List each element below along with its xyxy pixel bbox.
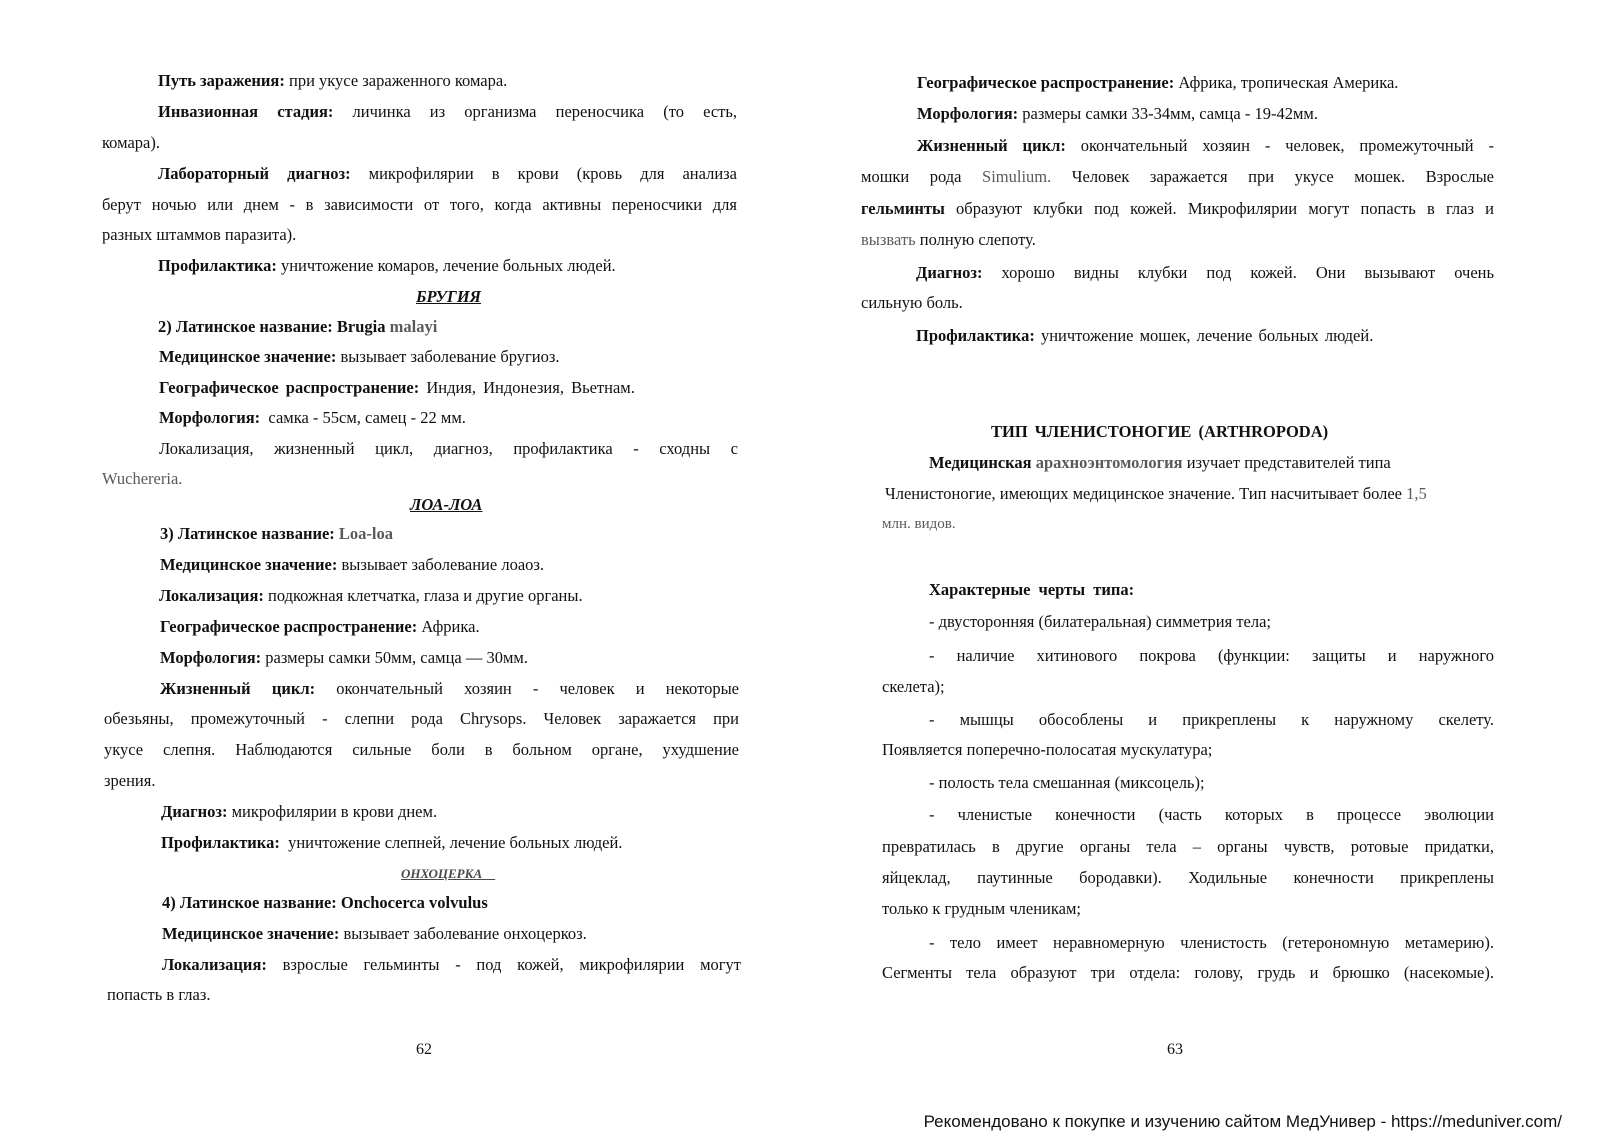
oncho-morph: Морфология: размеры самки 33-34мм, самца - 19-42мм. [917, 104, 1318, 123]
loa-latin-name: 3) Латинское название: Loa-loa [160, 524, 394, 543]
loa-localization: Локализация: подкожная клетчатка, глаза и другие органы. [159, 586, 583, 605]
features-title: Характерные черты типа: [929, 580, 1135, 599]
right-page [800, 0, 1600, 1100]
loa-cycle-cont3: зрения. [104, 771, 156, 790]
oncho-localization-cont: попасть в глаз. [107, 985, 211, 1004]
oncho-medical: Медицинское значение: вызывает заболевание онхоцеркоз. [162, 924, 587, 943]
infection-route: Путь заражения: при укусе зараженного комара. [158, 71, 508, 90]
feature-chitin-cont: скелета); [882, 677, 945, 696]
brugia-geo: Географическое распространение: Индия, Индонезия, Вьетнам. [159, 378, 635, 397]
prophylaxis-mosquito: Профилактика: уничтожение комаров, лечение больных людей. [158, 256, 616, 275]
invasive-stage-cont: комара). [102, 133, 160, 152]
loa-morph: Морфология: размеры самки 50мм, самца — 30мм. [160, 648, 528, 667]
oncho-cycle-cont3: вызвать полную слепоту. [861, 230, 1036, 249]
oncho-cycle-cont2: гельминты образуют клубки под кожей. Микрофилярии могут попасть в глаз и [861, 199, 1495, 218]
oncho-localization: Локализация: взрослые гельминты - под кожей, микрофилярии могут [162, 955, 742, 974]
oncho-latin-name: 4) Латинское название: Onchocerca volvulus [162, 893, 488, 912]
brugia-similar: Локализация, жизненный цикл, диагноз, профилактика - сходны с [159, 439, 738, 458]
feature-cavity: - полость тела смешанная (миксоцель); [929, 773, 1205, 792]
feature-limbs-cont3: только к грудным членикам; [882, 899, 1081, 918]
brugia-latin-name: 2) Латинское название: Brugia malayi [158, 317, 438, 336]
lab-diagnosis-cont2: разных штаммов паразита). [102, 225, 297, 244]
section-header-brugia: БРУГИЯ [416, 287, 482, 306]
loa-cycle-cont: обезьяны, промежуточный - слепни рода Chrysops. Человек заражается при [104, 709, 739, 728]
loa-medical: Медицинское значение: вызывает заболевание лоаоз. [160, 555, 545, 574]
lab-diagnosis: Лабораторный диагноз: микрофилярии в крови (кровь для анализа [158, 164, 737, 183]
section-header-oncho: ОНХОЦЕРКА [401, 866, 483, 881]
feature-limbs-cont: превратилась в другие органы тела – органы чувств, ротовые придатки, [882, 837, 1494, 856]
lab-diagnosis-cont: берут ночью или днем - в зависимости от того, когда активны переносчики для [102, 195, 737, 214]
feature-muscles: - мышцы обособлены и прикреплены к наружному скелету. [929, 710, 1494, 729]
loa-geo: Географическое распространение: Африка. [160, 617, 480, 636]
loa-prophylaxis: Профилактика: уничтожение слепней, лечение больных людей. [161, 833, 623, 852]
feature-limbs-cont2: яйцеклад, паутинные бородавки). Ходильные конечности прикреплены [882, 868, 1494, 887]
invasive-stage: Инвазионная стадия: личинка из организма переносчика (то есть, [158, 102, 738, 121]
left-page [0, 0, 800, 1100]
section-header-loa: ЛОА-ЛОА [410, 495, 483, 514]
oncho-diagnosis: Диагноз: хорошо видны клубки под кожей. Они вызывают очень [916, 263, 1495, 282]
feature-limbs: - членистые конечности (часть которых в процессе эволюции [929, 805, 1494, 824]
feature-muscles-cont: Появляется поперечно-полосатая мускулатура; [882, 740, 1213, 759]
oncho-diagnosis-cont: сильную боль. [861, 293, 963, 312]
loa-cycle-cont2: укусе слепня. Наблюдаются сильные боли в больном органе, ухудшение [104, 740, 739, 759]
loa-cycle: Жизненный цикл: окончательный хозяин - человек и некоторые [160, 679, 739, 698]
oncho-cycle: Жизненный цикл: окончательный хозяин - человек, промежуточный - [917, 136, 1494, 155]
brugia-medical: Медицинское значение: вызывает заболевание бругиоз. [159, 347, 560, 366]
intro-line3: млн. видов. [882, 516, 956, 532]
feature-segmentation-cont: Сегменты тела образуют три отдела: голову, грудь и брюшко (насекомые). [882, 963, 1494, 982]
oncho-cycle-cont: мошки рода Simulium. Человек заражается при укусе мошек. Взрослые [861, 167, 1494, 186]
brugia-morph: Морфология: самка - 55см, самец - 22 мм. [159, 408, 466, 427]
feature-symmetry: - двусторонняя (билатеральная) симметрия тела; [929, 612, 1271, 631]
intro-line: Медицинская арахноэнтомология изучает представителей типа [929, 453, 1391, 472]
loa-diagnosis: Диагноз: микрофилярии в крови днем. [161, 802, 438, 821]
brugia-similar-ref: Wuchereria. [102, 469, 183, 488]
page-number-right: 63 [1167, 1041, 1183, 1058]
oncho-geo: Географическое распространение: Африка, тропическая Америка. [917, 73, 1399, 92]
page-number-left: 62 [416, 1041, 432, 1058]
oncho-prophylaxis: Профилактика: уничтожение мошек, лечение больных людей. [916, 326, 1374, 345]
intro-line2: Членистоногие, имеющих медицинское значение. Тип насчитывает более 1,5 [885, 484, 1427, 503]
type-header: ТИП ЧЛЕНИСТОНОГИЕ (ARTHROPODA) [991, 422, 1329, 441]
footer-recommendation: Рекомендовано к покупке и изучению сайтом МедУнивер - https://meduniver.com/ [923, 1112, 1562, 1131]
feature-chitin: - наличие хитинового покрова (функции: защиты и наружного [929, 646, 1494, 665]
feature-segmentation: - тело имеет неравномерную членистость (гетерономную метамерию). [929, 933, 1494, 952]
